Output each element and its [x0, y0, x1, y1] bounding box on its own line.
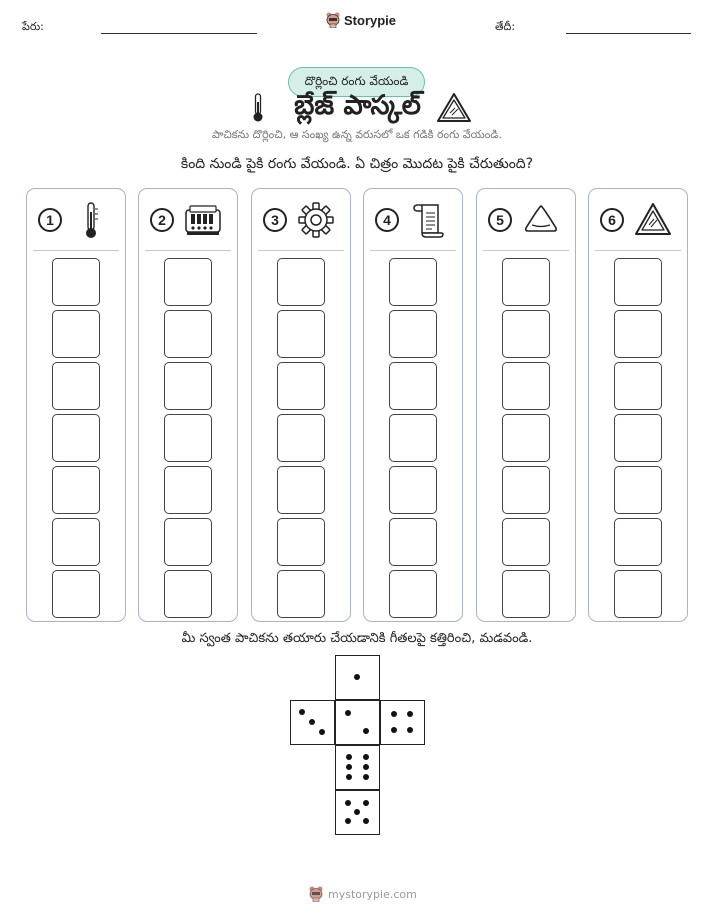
dice-pip	[363, 800, 369, 806]
dice-pip	[345, 710, 351, 716]
color-box[interactable]	[164, 258, 212, 306]
dice-pip	[299, 709, 305, 715]
dice-pip	[354, 674, 360, 680]
color-box[interactable]	[502, 570, 550, 618]
dice-pip	[319, 729, 325, 735]
name-label: పేరు:	[22, 20, 44, 33]
column-divider	[483, 250, 569, 251]
column-6	[588, 188, 688, 622]
color-box[interactable]	[502, 258, 550, 306]
dice-pip	[363, 818, 369, 824]
dice-pip	[391, 711, 397, 717]
column-divider	[370, 250, 456, 251]
page-title: బ్లేజ్ పాస్కల్	[294, 90, 421, 121]
color-box[interactable]	[164, 466, 212, 514]
dice-pip	[363, 774, 369, 780]
color-box[interactable]	[277, 570, 325, 618]
dice-pip	[346, 774, 352, 780]
color-box[interactable]	[502, 466, 550, 514]
dice-pip	[346, 764, 352, 770]
footer-link[interactable]: mystorypie.com	[328, 887, 417, 901]
thermometer-icon	[251, 92, 265, 124]
color-box[interactable]	[52, 466, 100, 514]
column-3	[251, 188, 351, 622]
dice-pip	[407, 711, 413, 717]
color-box[interactable]	[389, 518, 437, 566]
color-box[interactable]	[614, 570, 662, 618]
subtitle: పాచికను దొర్లించి, ఆ సంఖ్య ఉన్న వరుసలో ఒక గడికి రంగు వేయండి.	[212, 128, 502, 141]
color-box[interactable]	[277, 258, 325, 306]
color-box[interactable]	[502, 414, 550, 462]
storypie-mascot-icon	[309, 886, 323, 902]
dice-pip	[363, 764, 369, 770]
dice-pip	[346, 754, 352, 760]
color-box[interactable]	[389, 570, 437, 618]
color-box[interactable]	[164, 518, 212, 566]
color-box[interactable]	[277, 518, 325, 566]
color-box[interactable]	[389, 414, 437, 462]
color-box[interactable]	[389, 362, 437, 410]
color-box[interactable]	[277, 414, 325, 462]
color-box[interactable]	[614, 466, 662, 514]
column-number: 5	[488, 208, 512, 232]
color-box[interactable]	[277, 310, 325, 358]
column-5	[476, 188, 576, 622]
activity-tag: దొర్లించి రంగు వేయండి	[288, 67, 425, 97]
date-label: తేదీ:	[495, 20, 516, 33]
dice-pip	[363, 754, 369, 760]
color-box[interactable]	[389, 310, 437, 358]
column-number: 4	[375, 208, 399, 232]
footer	[309, 886, 417, 902]
column-divider	[33, 250, 119, 251]
color-box[interactable]	[52, 362, 100, 410]
color-box[interactable]	[52, 258, 100, 306]
column-number: 1	[38, 208, 62, 232]
column-number: 3	[263, 208, 287, 232]
cone-icon	[521, 200, 561, 240]
column-divider	[595, 250, 681, 251]
brand-logo	[326, 12, 396, 28]
dice-face-6	[335, 745, 380, 790]
dice-face-4	[380, 700, 425, 745]
color-box[interactable]	[614, 518, 662, 566]
column-divider	[145, 250, 231, 251]
name-line[interactable]	[101, 33, 257, 34]
color-box[interactable]	[52, 310, 100, 358]
color-box[interactable]	[614, 362, 662, 410]
dice-face-1	[335, 655, 380, 700]
color-box[interactable]	[164, 310, 212, 358]
column-2	[138, 188, 238, 622]
color-box[interactable]	[52, 414, 100, 462]
color-box[interactable]	[614, 414, 662, 462]
dice-face-5	[335, 790, 380, 835]
color-box[interactable]	[52, 518, 100, 566]
color-box[interactable]	[614, 310, 662, 358]
dice-net	[290, 655, 426, 837]
column-divider	[258, 250, 344, 251]
dice-pip	[309, 719, 315, 725]
column-4	[363, 188, 463, 622]
color-box[interactable]	[164, 570, 212, 618]
color-box[interactable]	[52, 570, 100, 618]
column-number: 2	[150, 208, 174, 232]
scroll-icon	[408, 200, 448, 240]
color-box[interactable]	[614, 258, 662, 306]
color-box[interactable]	[277, 362, 325, 410]
dice-face-3	[290, 700, 335, 745]
color-box[interactable]	[277, 466, 325, 514]
brand-name: Storypie	[344, 12, 397, 28]
dice-pip	[345, 818, 351, 824]
cut-instruction: మీ స్వంత పాచికను తయారు చేయడానికి గీతలపై కత్తిరించి, మడవండి.	[181, 631, 533, 646]
dice-pip	[345, 800, 351, 806]
color-box[interactable]	[502, 518, 550, 566]
dice-face-2	[335, 700, 380, 745]
calculator-machine-icon	[183, 200, 223, 240]
dice-pip	[363, 728, 369, 734]
warning-triangle-icon	[436, 92, 472, 124]
dice-pip	[407, 727, 413, 733]
column-1	[26, 188, 126, 622]
warning-triangle-icon	[633, 200, 673, 240]
storypie-mascot-icon	[326, 12, 340, 28]
date-line[interactable]	[566, 33, 691, 34]
thermometer-icon	[71, 200, 111, 240]
gear-icon	[296, 200, 336, 240]
color-box[interactable]	[389, 258, 437, 306]
color-box[interactable]	[502, 362, 550, 410]
color-box[interactable]	[164, 362, 212, 410]
color-box[interactable]	[389, 466, 437, 514]
dice-pip	[391, 727, 397, 733]
color-box[interactable]	[502, 310, 550, 358]
color-box[interactable]	[164, 414, 212, 462]
dice-pip	[354, 809, 360, 815]
instruction: కింది నుండి పైకి రంగు వేయండి. ఏ చిత్రం మొదట పైకి చేరుతుంది?	[180, 156, 534, 172]
column-number: 6	[600, 208, 624, 232]
